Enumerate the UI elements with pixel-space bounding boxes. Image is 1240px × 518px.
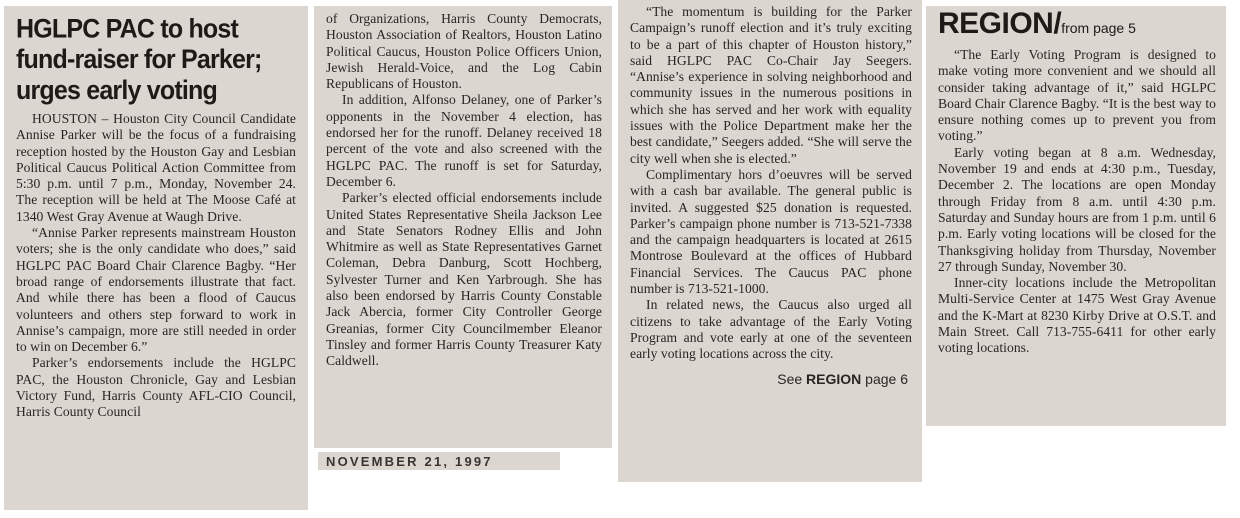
jump-section: REGION — [806, 370, 862, 387]
region-title: REGION/ — [938, 7, 1062, 40]
article-headline: HGLPC PAC to host fund-raiser for Parker; urges early voting — [16, 14, 262, 106]
body-paragraph: “The Early Voting Program is designed to make voting more convenient and we should all consider taking advantage of it,” said HGLPC Board Chair Clarence Bagby. “It is the best way to ensure nothing comes up to prevent you from voting.” — [938, 47, 1216, 144]
body-paragraph: HOUSTON – Houston City Council Candidate Annise Parker will be the focus of a fundraising reception hosted by the Houston Gay and Lesbian Political Caucus Political Action Committee from 5:30 p.m. until 7 p.m., Monday, November 24. The reception will be held at The Moose Café at 1340 West Gray Avenue at Waugh Drive. — [16, 111, 296, 224]
body-paragraph: Parker’s elected official endorsements include United States Representative Sheila Jackson Lee and State Senators Rodney Ellis and John Whitmire as well as State Representatives Garnet Coleman, Debra Danburg, Scott Hochberg, Sylvester Turner and Ken Yarbrough. She has also been endorsed by Harris County Constable Jack Abercia, former City Controller George Greanias, former City Councilmember Eleanor Tinsley and former Harris County Treasurer Katy Caldwell. — [326, 190, 602, 369]
clipping-column-4 — [926, 6, 1226, 426]
publication-date: NOVEMBER 21, 1997 — [318, 452, 560, 470]
body-paragraph: of Organizations, Harris County Democrats, Houston Association of Realtors, Houston Latino Political Caucus, Houston Police Officers Union, Jewish Herald-Voice, and the Log Cabin Republicans of Houston. — [326, 11, 602, 92]
body-paragraph: In related news, the Caucus also urged all citizens to take advantage of the Early Voting Program and vote early at one of the seventeen early voting locations across the city. — [630, 297, 912, 362]
clipping-column-2 — [314, 6, 612, 448]
clipping-column-3 — [618, 0, 922, 482]
body-paragraph: Inner-city locations include the Metropolitan Multi-Service Center at 1475 West Gray Avenue and the K-Mart at 8230 Kirby Drive at O.S.T. and Main Street. Call 713-755-6411 for other early voting locations. — [938, 275, 1216, 356]
jump-line — [630, 371, 912, 387]
jump-page: page 6 — [865, 370, 908, 387]
region-heading — [938, 8, 1216, 45]
body-paragraph: In addition, Alfonso Delaney, one of Parker’s opponents in the November 4 election, has endorsed her for the runoff. Delaney received 18 percent of the vote and also screened with the HGLPC PAC. The runoff is set for Saturday, December 6. — [326, 92, 602, 189]
body-paragraph: Early voting began at 8 a.m. Wednesday, November 19 and ends at 4:30 p.m., Tuesday, December 2. The locations are open Monday through Friday from 8 a.m. until 4:30 p.m. Saturday and Sunday hours are from 1 p.m. until 6 p.m. Early voting locations will be closed for the Thanksgiving holiday from Thursday, November 27 through Sunday, November 30. — [938, 144, 1216, 274]
body-paragraph: Parker’s endorsements include the HGLPC PAC, the Houston Chronicle, Gay and Lesbian Victory Fund, Harris County AFL-CIO Council, Harris County Council — [16, 355, 296, 420]
jump-prefix: See — [777, 370, 803, 387]
body-paragraph: Complimentary hors d’oeuvres will be served with a cash bar available. The general public is invited. A suggested $25 donation is requested. Parker’s campaign phone number is 713-521-7338 and the campaign headquarters is located at 2615 Montrose Boulevard at the offices of Hubbard Financial Services. The Caucus PAC phone number is 713-521-1000. — [630, 166, 912, 297]
body-paragraph: “Annise Parker represents mainstream Houston voters; she is the only candidate who does,” said HGLPC PAC Board Chair Clarence Bagby. “Her broad range of endorsements illustrate that fact. And while there has been a flood of Caucus volunteers and others step forward to work in Annise’s campaign, more are still needed in order to win on December 6.” — [16, 225, 296, 355]
region-continued: from page 5 — [1061, 20, 1136, 36]
body-paragraph: “The momentum is building for the Parker Campaign’s runoff election and it’s truly exciting to be a part of this chapter of Houston history,” said HGLPC PAC Co-Chair Jay Seegers. “Annise’s experience in solving neighborhood and community issues in the numerous positions in which she has served and her work with equality issues with the Police Department make her the best candidate,” Seegers added. “She will serve the city well when she is elected.” — [630, 4, 912, 166]
clipping-column-1 — [4, 6, 308, 510]
